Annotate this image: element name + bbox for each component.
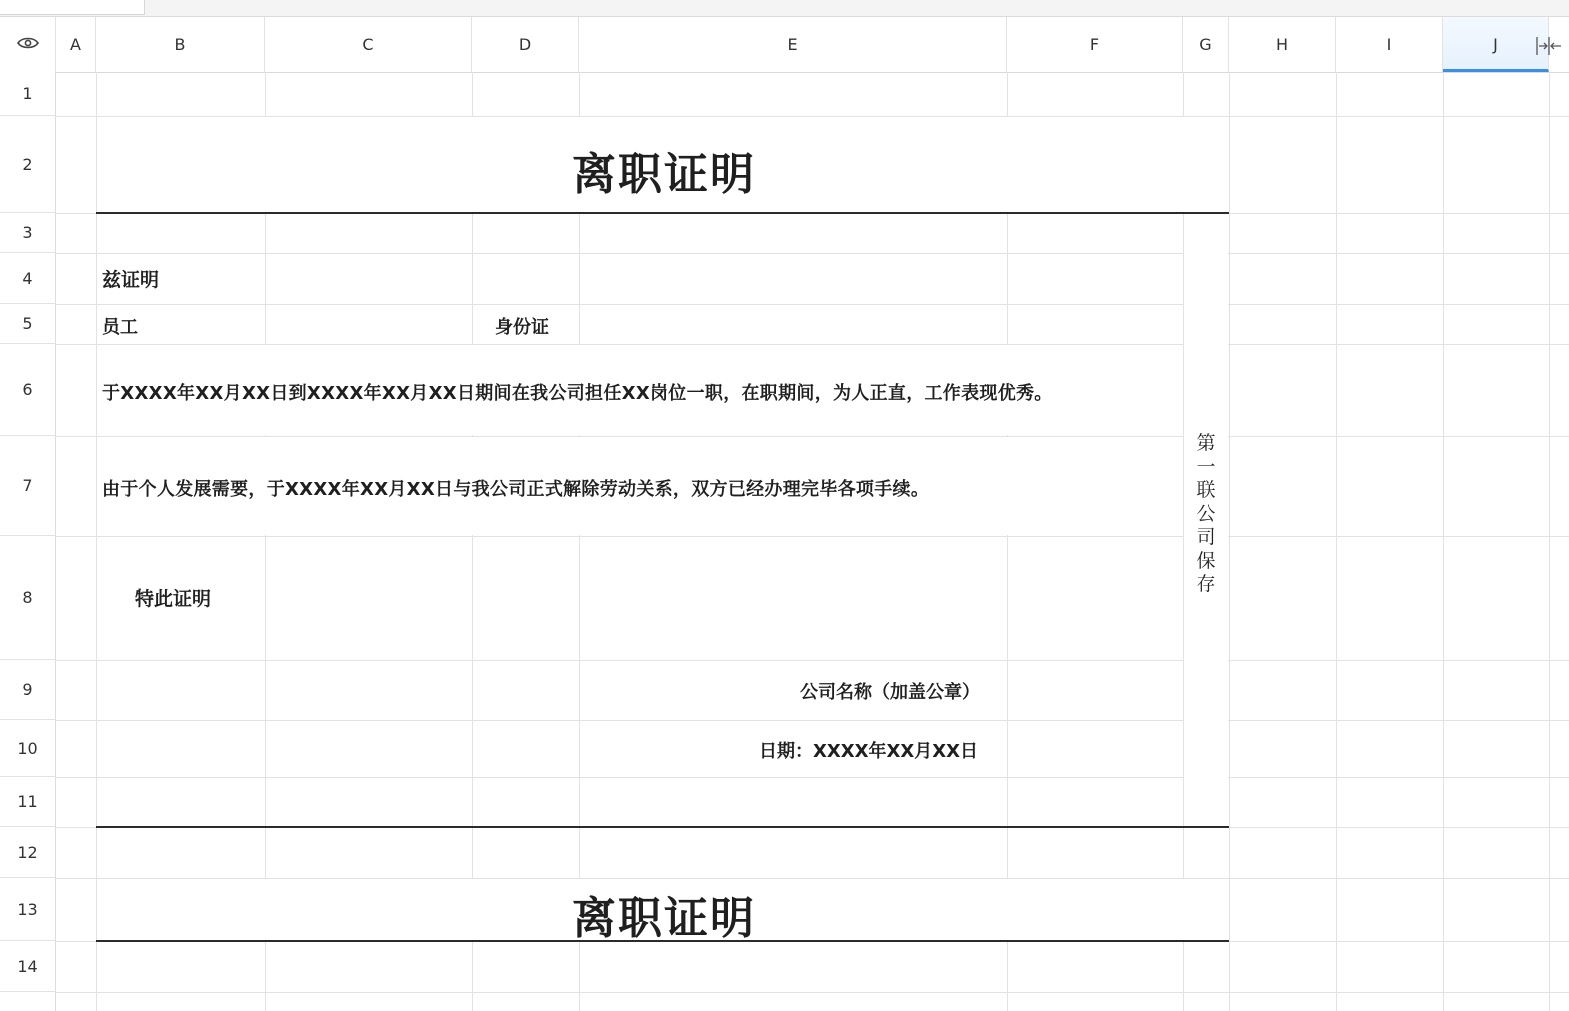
document-title-second: 离职证明 <box>572 893 756 944</box>
employee-label: 员工 <box>102 317 138 338</box>
column-header-g[interactable]: G <box>1183 17 1229 72</box>
row-header-7[interactable]: 7 <box>0 436 56 536</box>
column-header-i[interactable]: I <box>1336 17 1443 72</box>
row-header-3[interactable]: 3 <box>0 213 56 253</box>
copy-note-vertical: 第一联公司保存 <box>1196 432 1216 595</box>
column-header-c[interactable]: C <box>265 17 472 72</box>
column-header-a[interactable]: A <box>56 17 96 72</box>
row-header-4[interactable]: 4 <box>0 253 56 304</box>
row-header-9[interactable]: 9 <box>0 660 56 720</box>
row-header-1[interactable]: 1 <box>0 72 56 116</box>
formula-bar <box>0 0 1569 18</box>
select-all-corner[interactable] <box>0 17 56 72</box>
row-header-5[interactable]: 5 <box>0 304 56 344</box>
row-header-11[interactable]: 11 <box>0 777 56 827</box>
company-name-label: 公司名称（加盖公章） <box>800 682 980 703</box>
column-header-b[interactable]: B <box>96 17 265 72</box>
row-header-15[interactable] <box>0 992 56 1011</box>
eye-icon[interactable] <box>17 35 39 54</box>
column-header-h[interactable]: H <box>1229 17 1336 72</box>
name-box[interactable] <box>0 0 145 15</box>
document-title: 离职证明 <box>572 149 756 200</box>
date-label: 日期：XXXX年XX月XX日 <box>759 741 979 762</box>
collapse-columns-icon[interactable] <box>1536 36 1562 56</box>
column-header-j[interactable]: J <box>1443 17 1549 72</box>
row-header-14[interactable]: 14 <box>0 941 56 992</box>
column-header-e[interactable]: E <box>579 17 1007 72</box>
column-header-f[interactable]: F <box>1007 17 1183 72</box>
row-header-8[interactable]: 8 <box>0 536 56 660</box>
termination-text: 由于个人发展需要，于XXXX年XX月XX日与我公司正式解除劳动关系，双方已经办理完毕各项手续。 <box>102 479 930 500</box>
row-header-13[interactable]: 13 <box>0 878 56 941</box>
employment-period-text: 于XXXX年XX月XX日到XXXX年XX月XX日期间在我公司担任XX岗位一职，在职期间，为人正直，工作表现优秀。 <box>102 383 1053 404</box>
hereby-certify-label: 特此证明 <box>135 588 212 610</box>
row-header-10[interactable]: 10 <box>0 720 56 777</box>
certify-label: 兹证明 <box>102 269 160 291</box>
row-header-2[interactable]: 2 <box>0 116 56 213</box>
row-header-6[interactable]: 6 <box>0 344 56 436</box>
column-header-d[interactable]: D <box>472 17 579 72</box>
id-card-label: 身份证 <box>495 317 549 338</box>
row-header-12[interactable]: 12 <box>0 827 56 878</box>
